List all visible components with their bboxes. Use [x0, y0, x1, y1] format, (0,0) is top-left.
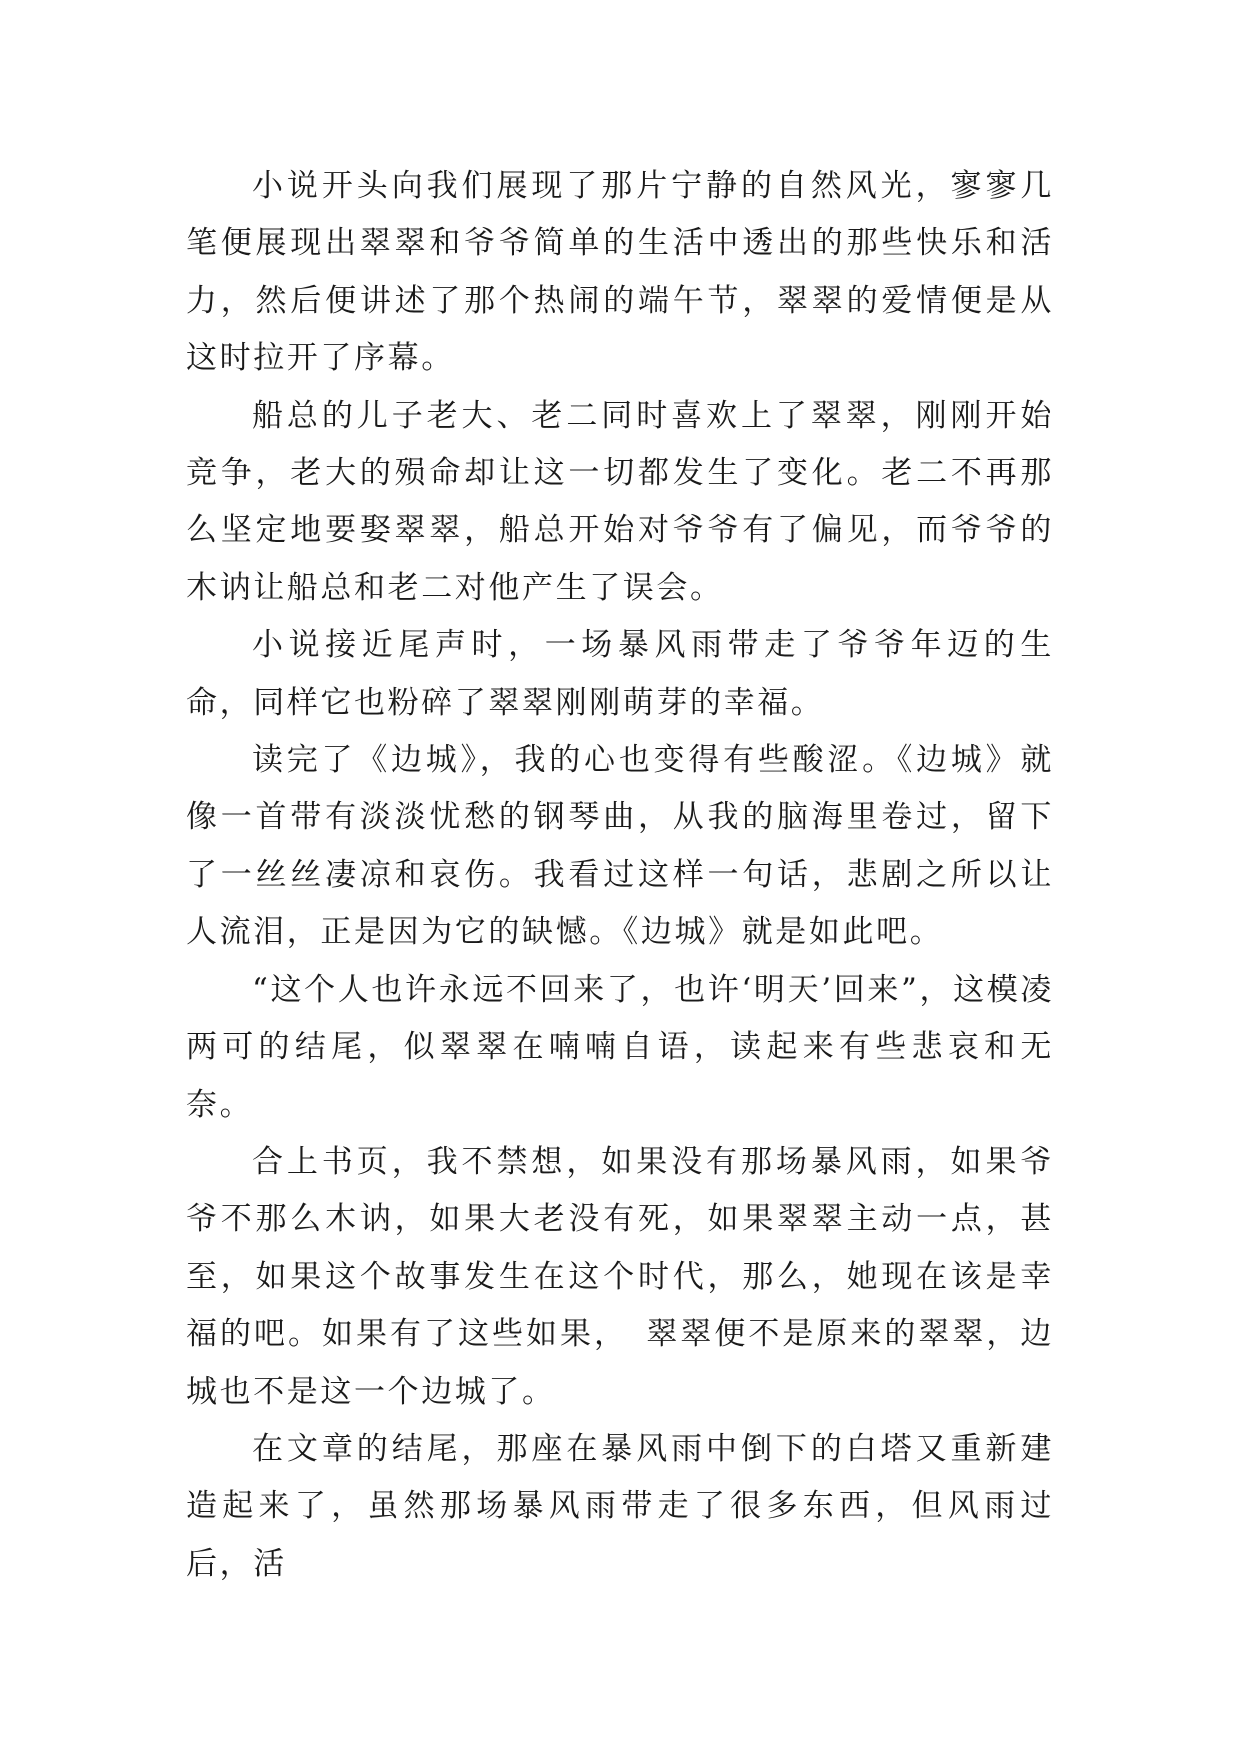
- paragraph-quote: “这个人也许永远不回来了，也许‘明天’回来”，这模凌两可的结尾，似翠翠在喃喃自语，读起来有些悲哀和无奈。: [186, 971, 1054, 1123]
- paragraph-brothers: 船总的儿子老大、老二同时喜欢上了翠翠，刚刚开始竞争，老大的殒命却让这一切都发生了变化。老二不再那么坚定地要娶翠翠，船总开始对爷爷有了偏见，而爷爷的木讷让船总和老二对他产生了误会。: [186, 397, 1054, 606]
- paragraph-storm: 小说接近尾声时，一场暴风雨带走了爷爷年迈的生命，同样它也粉碎了翠翠刚刚萌芽的幸福。: [186, 627, 1054, 721]
- document-body: [186, 158, 1054, 1593]
- paragraph-opening: 小说开头向我们展现了那片宁静的自然风光，寥寥几笔便展现出翠翠和爷爷简单的生活中透出的那些快乐和活力，然后便讲述了那个热闹的端午节，翠翠的爱情便是从这时拉开了序幕。: [186, 168, 1054, 377]
- paragraph-ending: 在文章的结尾，那座在暴风雨中倒下的白塔又重新建造起来了，虽然那场暴风雨带走了很多东西，但风雨过后，活: [186, 1430, 1054, 1582]
- paragraph-what-if: 合上书页，我不禁想，如果没有那场暴风雨，如果爷爷不那么木讷，如果大老没有死，如果翠翠主动一点，甚至，如果这个故事发生在这个时代，那么，她现在该是幸福的吧。如果有了这些如果， 翠翠便不是原来的翠翠，边城也不是这一个边城了。: [186, 1143, 1054, 1410]
- paragraph-reflection: 读完了《边城》，我的心也变得有些酸涩。《边城》就像一首带有淡淡忧愁的钢琴曲，从我的脑海里卷过，留下了一丝丝凄凉和哀伤。我看过这样一句话，悲剧之所以让人流泪，正是因为它的缺憾。《边城》就是如此吧。: [186, 742, 1054, 951]
